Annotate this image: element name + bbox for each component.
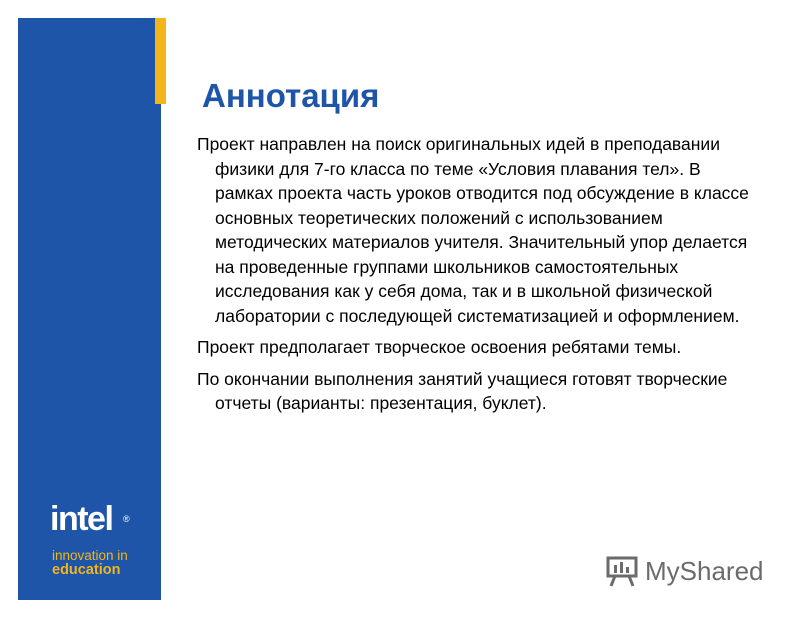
myshared-watermark [605, 553, 770, 589]
registered-mark: ® [123, 514, 130, 524]
paragraph-3: По окончании выполнения занятий учащиеся готовят творческие отчеты (варианты: презентация, буклет). [197, 368, 728, 413]
paragraph-1: Проект направлен на поиск оригинальных идей в преподавании физики для 7-го класса по теме «Условия плавания тел». В рамках проекта часть уроков отводится под обсуждение в классе основных теоретических положений с использованием методических материалов учителя. Значительный упор делается на проведенные группами школьников самостоятельных исследования как у себя дома, так и в школьной физической лаборатории с последующей систематизацией и оформлением. [197, 134, 749, 326]
intel-logo-text: intel [50, 500, 113, 538]
tagline-line2: education [52, 562, 121, 578]
slide-body [197, 132, 757, 423]
tagline-line1: innovation in [52, 548, 128, 563]
presentation-board-icon [605, 555, 639, 587]
accent-bar [155, 18, 166, 104]
tagline [52, 548, 157, 578]
watermark-text: MyShared [645, 556, 764, 586]
intel-logo [50, 500, 160, 538]
paragraph-2: Проект предполагает творческое освоения ребятами темы. [197, 337, 682, 357]
slide-title: Аннотация [202, 77, 380, 114]
